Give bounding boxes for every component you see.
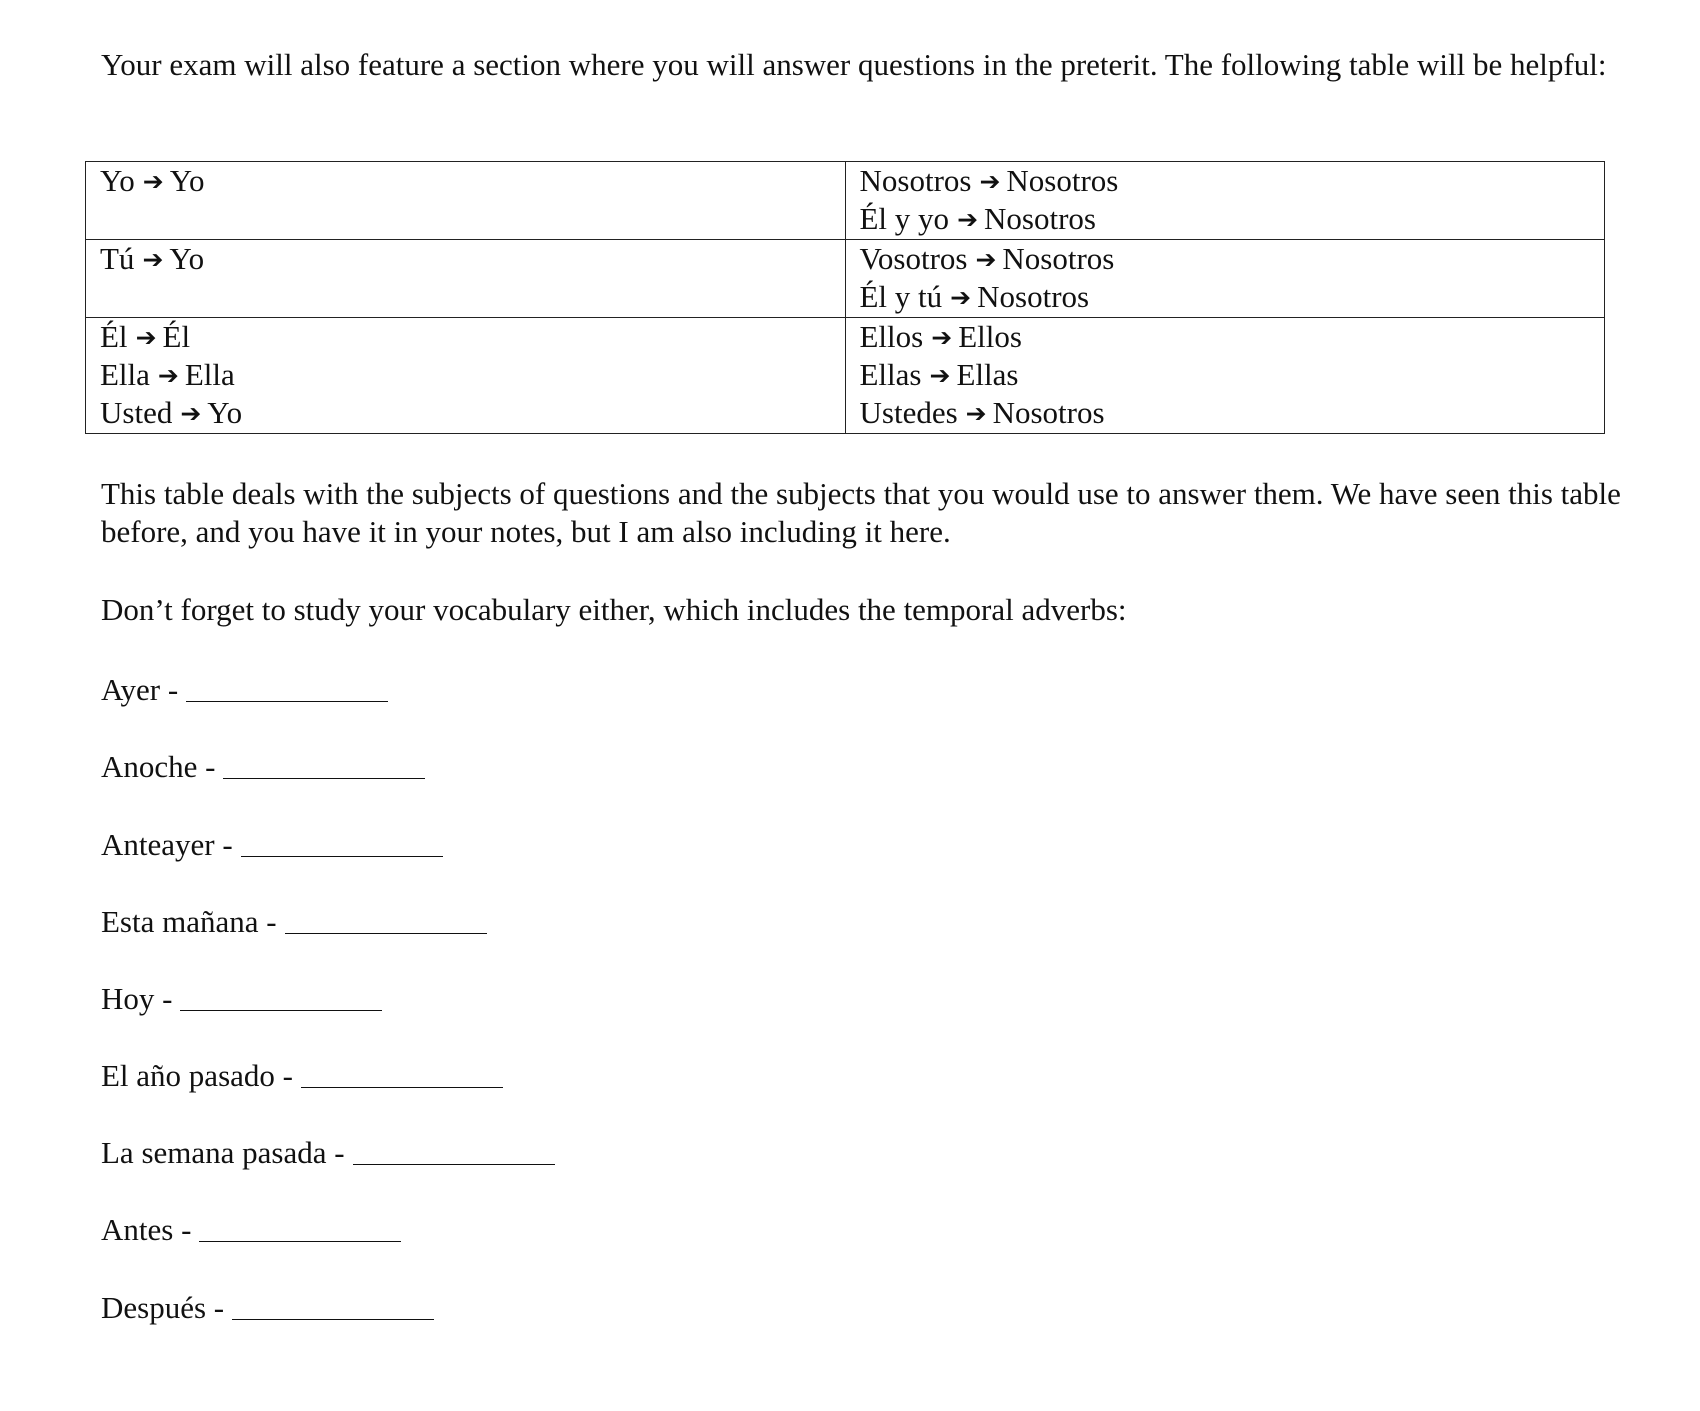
vocab-prompt-paragraph: Don’t forget to study your vocabulary either, which includes the temporal adverbs:	[101, 592, 1127, 627]
conversion-line	[100, 356, 831, 394]
answer-blank[interactable]	[199, 1211, 401, 1242]
table-cell-left	[86, 162, 846, 240]
conversion-line	[860, 356, 1591, 394]
right-arrow-icon: ➔	[931, 323, 953, 352]
answer-blank[interactable]	[180, 980, 382, 1011]
table-cell-left	[86, 240, 846, 318]
right-arrow-icon: ➔	[975, 245, 997, 274]
question-subject: Ellas	[859, 357, 922, 392]
right-arrow-icon: ➔	[979, 167, 1001, 196]
question-subject: Él	[100, 319, 128, 354]
question-subject: Usted	[100, 395, 173, 430]
conversion-line	[860, 162, 1591, 200]
adverb-item-ayer	[101, 670, 388, 710]
conversion-line	[100, 394, 831, 432]
intro-paragraph: Your exam will also feature a section where you will answer questions in the preterit. The following table will be helpful:	[101, 47, 1607, 82]
right-arrow-icon: ➔	[929, 361, 951, 390]
conversion-line	[100, 240, 831, 278]
conversion-line	[100, 162, 831, 200]
table-cell-right	[845, 240, 1605, 318]
adverb-item-esta-manana	[101, 902, 487, 942]
answer-subject: Yo	[169, 163, 205, 198]
right-arrow-icon: ➔	[957, 205, 979, 234]
adverb-label: La semana pasada -	[101, 1135, 345, 1170]
adverb-label: Antes -	[101, 1212, 192, 1247]
adverb-item-hoy	[101, 979, 382, 1019]
answer-subject: Ellos	[958, 319, 1022, 354]
table-cell-right	[845, 162, 1605, 240]
conversion-line	[860, 394, 1591, 432]
adverb-label: Anteayer -	[101, 827, 233, 862]
answer-subject: Nosotros	[977, 279, 1090, 314]
adverb-item-antes	[101, 1210, 401, 1250]
answer-blank[interactable]	[186, 671, 388, 702]
conversion-line	[860, 200, 1591, 238]
answer-subject: Yo	[207, 395, 243, 430]
answer-subject: Ella	[184, 357, 235, 392]
question-subject: Ustedes	[859, 395, 958, 430]
right-arrow-icon: ➔	[950, 283, 972, 312]
answer-subject: Yo	[169, 241, 205, 276]
answer-subject: Ellas	[956, 357, 1019, 392]
conversion-line	[860, 278, 1591, 316]
adverb-label: Anoche -	[101, 749, 216, 784]
answer-subject: Nosotros	[1006, 163, 1119, 198]
table-cell-right	[845, 318, 1605, 434]
question-subject: Ellos	[859, 319, 924, 354]
table-row	[86, 318, 1605, 434]
adverb-item-anteayer	[101, 825, 443, 865]
adverb-label: Esta mañana -	[101, 904, 277, 939]
right-arrow-icon: ➔	[142, 245, 164, 274]
answer-subject: Nosotros	[992, 395, 1105, 430]
question-subject: Nosotros	[859, 163, 972, 198]
answer-blank[interactable]	[232, 1289, 434, 1320]
right-arrow-icon: ➔	[142, 167, 164, 196]
table-cell-left	[86, 318, 846, 434]
question-subject: Tú	[100, 241, 135, 276]
question-subject: Él y yo	[859, 201, 950, 236]
answer-blank[interactable]	[285, 903, 487, 934]
adverb-item-la-semana-pasada	[101, 1133, 555, 1173]
adverb-label: Hoy -	[101, 981, 173, 1016]
answer-blank[interactable]	[301, 1057, 503, 1088]
table-row	[86, 240, 1605, 318]
conversion-line	[860, 318, 1591, 356]
answer-subject: Él	[162, 319, 191, 354]
answer-blank[interactable]	[353, 1134, 555, 1165]
question-subject: Él y tú	[859, 279, 943, 314]
right-arrow-icon: ➔	[965, 399, 987, 428]
adverb-item-anoche	[101, 747, 425, 787]
adverb-label: El año pasado -	[101, 1058, 293, 1093]
adverb-label: Ayer -	[101, 672, 179, 707]
right-arrow-icon: ➔	[157, 361, 179, 390]
conversion-line	[100, 318, 831, 356]
question-subject: Ella	[100, 357, 150, 392]
subject-conversion-table	[85, 161, 1605, 434]
table-row	[86, 162, 1605, 240]
conversion-line	[860, 240, 1591, 278]
adverb-item-despues	[101, 1288, 434, 1328]
answer-subject: Nosotros	[1002, 241, 1115, 276]
adverb-label: Después -	[101, 1290, 225, 1325]
question-subject: Yo	[100, 163, 135, 198]
right-arrow-icon: ➔	[180, 399, 202, 428]
table-note-paragraph: This table deals with the subjects of questions and the subjects that you would use to answer them. We have seen this table before, and you have it in your notes, but I am also including it here.	[101, 476, 1621, 549]
answer-blank[interactable]	[223, 748, 425, 779]
question-subject: Vosotros	[859, 241, 968, 276]
right-arrow-icon: ➔	[135, 323, 157, 352]
adverb-item-el-ano-pasado	[101, 1056, 503, 1096]
answer-subject: Nosotros	[984, 201, 1096, 236]
answer-blank[interactable]	[241, 826, 443, 857]
